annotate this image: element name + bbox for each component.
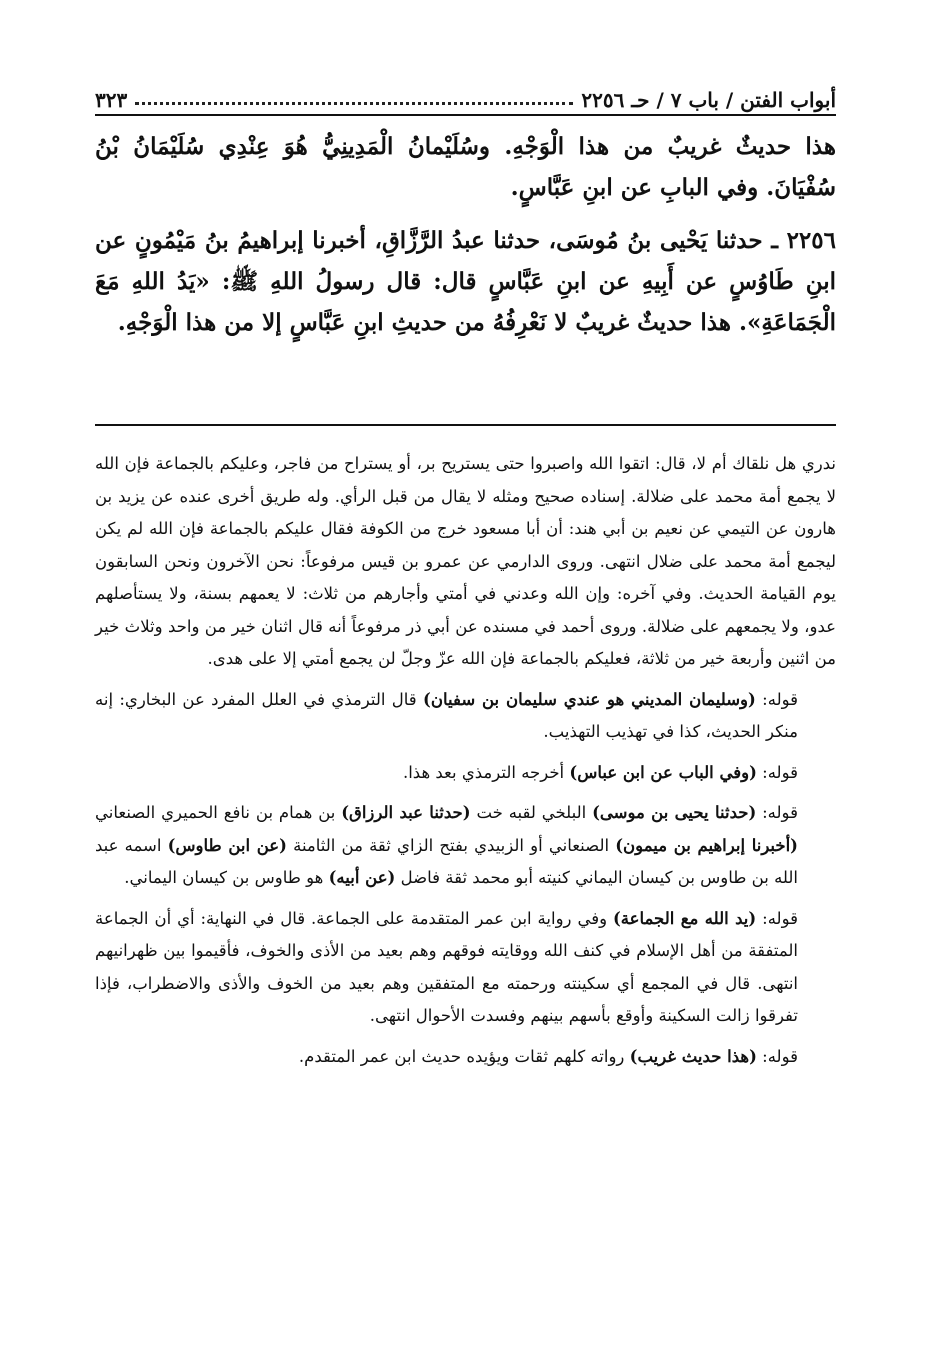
note-label: قوله: xyxy=(762,803,798,822)
note-label: قوله: xyxy=(762,1046,798,1066)
note-text: الصنعاني أو الزبيدي بفتح الزاي ثقة من الثامنة xyxy=(293,835,610,855)
commentary-paragraph-3 xyxy=(95,757,836,790)
page-number: ٣٢٣ xyxy=(95,88,128,112)
note-quote: (هذا حديث غريب) xyxy=(629,1046,757,1066)
main-paragraph-2 xyxy=(95,220,836,343)
note-quote: (يد الله مع الجماعة) xyxy=(612,908,757,928)
note-text: وفي رواية ابن عمر المتقدمة على الجماعة. قال في النهاية: أي أن الجماعة المتفقة من أهل الإسلام في كنف الله ووقايته فوقهم وهم بعيد من الأذى والخوف، فأقيموا بين ظهرانيهم انتهى. قال في المجمع أي سكينته ورحمته مع المتفقين وهم بعيد من الخوف والأذى والاضطراب، فإذا تفرقوا زالت السكينة وأوقع بأسهم بينهم وفسدت الأحوال انتهى. xyxy=(95,908,798,1025)
note-text: قال الترمذي في العلل المفرد عن البخاري: إنه منكر الحديث، كذا في تهذيب التهذيب. xyxy=(95,689,798,741)
note-quote: (حدثنا عبد الرزاق) xyxy=(341,803,471,822)
running-head: أبواب الفتن / باب ٧ / حـ ٢٢٥٦ xyxy=(581,88,836,112)
note-text: البلخي لقبه خت xyxy=(476,803,587,822)
note-text: أخرجه الترمذي بعد هذا. xyxy=(402,762,565,782)
commentary-paragraph-6 xyxy=(95,1041,836,1074)
note-quote: (أخبرنا إبراهيم بن ميمون) xyxy=(615,835,798,855)
note-quote: (عن أبيه) xyxy=(328,868,396,887)
note-text: رواته كلهم ثقات ويؤيده حديث ابن عمر المتقدم. xyxy=(298,1046,625,1066)
note-quote: (وسليمان المديني هو عندي سليمان بن سفيان) xyxy=(423,689,756,709)
note-quote: (عن ابن طاوس) xyxy=(167,835,287,855)
note-text: هو طاوس بن كيسان اليماني. xyxy=(124,868,324,887)
hadith-text: حدثنا يَحْيى بنُ مُوسَى، حدثنا عبدُ الرَّزَّاقِ، أخبرنا إبراهيمُ بنُ مَيْمُونٍ عن ابنِ طَاوُسٍ عن أَبِيهِ عن ابنِ عَبَّاسٍ قال: قال رسولُ اللهِ ﷺ: «يَدُ اللهِ مَعَ الْجَمَاعَةِ». هذا حديثٌ غريبٌ لا نَعْرِفُهُ من حديثِ ابنِ عَبَّاسٍ إلا من هذا الْوَجْهِ. xyxy=(95,227,836,336)
main-paragraph-1: هذا حديثٌ غريبٌ من هذا الْوَجْهِ. وسُلَيْمانُ الْمَدِينِيُّ هُوَ عِنْدِي سُلَيْمَانُ بْنُ سُفْيَانَ. وفي البابِ عن ابنِ عَبَّاسٍ. xyxy=(95,133,836,201)
note-label: قوله: xyxy=(762,908,798,928)
commentary xyxy=(95,448,836,1081)
commentary-paragraph-2 xyxy=(95,684,836,749)
note-quote: (حدثنا يحيى بن موسى) xyxy=(592,803,757,822)
footnote-divider xyxy=(95,424,836,426)
note-label: قوله: xyxy=(762,762,798,782)
commentary-paragraph-4 xyxy=(95,797,836,895)
note-text: اسمه عبد الله بن طاوس بن كيسان اليماني كنيته أبو محمد ثقة فاضل xyxy=(95,835,798,887)
hadith-number: ٢٢٥٦ ـ xyxy=(771,227,836,254)
note-text: بن همام بن نافع الحميري الصنعاني xyxy=(95,803,336,822)
commentary-paragraph-5 xyxy=(95,903,836,1033)
leader-dots xyxy=(135,101,573,105)
main-text xyxy=(95,126,836,355)
commentary-paragraph-1: ندري هل نلقاك أم لا، قال: اتقوا الله واصبروا حتى يستريح بر، أو يستراح من فاجر، وعليكم بالجماعة فإن الله لا يجمع أمة محمد على ضلالة. إسناده صحيح ومثله لا يقال من قبل الرأي. وله طريق أخرى عنده عن يزيد بن هارون عن التيمي عن نعيم بن أبي هند: أن أبا مسعود خرج من الكوفة فقال عليكم بالجماعة فإن الله لم يكن ليجمع أمة محمد على ضلال انتهى. وروى الدارمي عن عمرو بن قيس مرفوعاً: نحن الآخرون ونحن السابقون يوم القيامة الحديث. وفي آخره: وإن الله وعدني في أمتي وأجارهم من ثلاث: لا يعمهم بسنة، ولا يستأصلهم عدو، ولا يجمعهم على ضلالة. وروى أحمد في مسنده عن أبي ذر مرفوعاً أنه قال اثنان خير من واحد وثلاث خير من اثنين وأربعة خير من ثلاثة، فعليكم بالجماعة فإن الله عزّ وجلّ لن يجمع أمتي إلا على هدى. xyxy=(95,454,836,668)
page-header xyxy=(95,76,836,116)
note-quote: (وفي الباب عن ابن عباس) xyxy=(569,762,757,782)
note-label: قوله: xyxy=(762,689,799,709)
